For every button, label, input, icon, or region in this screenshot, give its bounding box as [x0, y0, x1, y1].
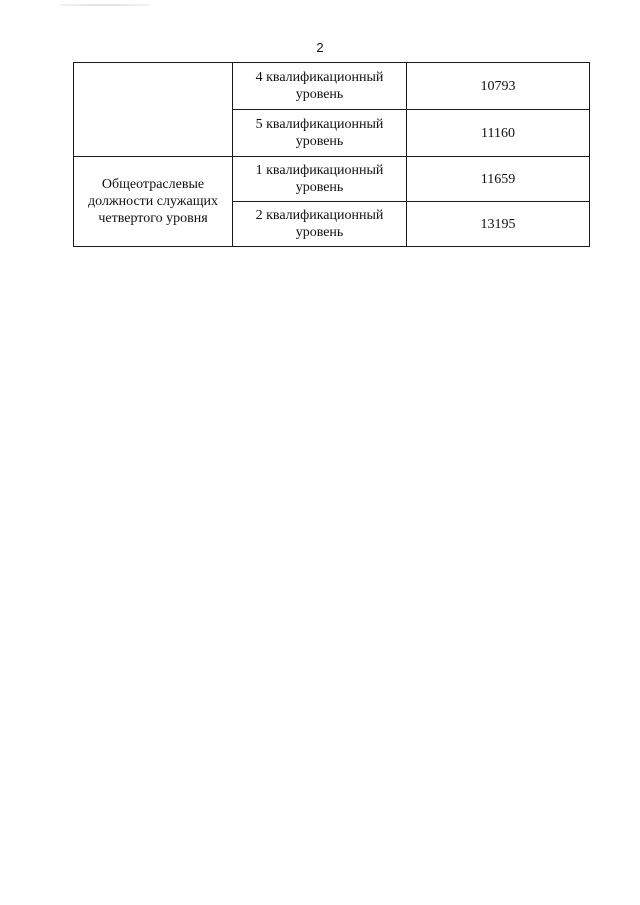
group-cell-previous — [74, 63, 233, 157]
group-cell — [74, 157, 233, 247]
group-name: Общеотраслевые должности служащих четвертого уровня — [88, 177, 218, 226]
level-label: 2 квалификационный уровень — [255, 208, 384, 240]
salary-value: 11659 — [407, 157, 590, 202]
scan-artifact — [60, 4, 150, 6]
level-cell — [233, 157, 407, 202]
salary-value: 10793 — [407, 63, 590, 110]
page-number: 2 — [316, 40, 324, 55]
table-row — [74, 157, 590, 202]
salary-table — [73, 62, 590, 247]
level-label: 1 квалификационный уровень — [255, 163, 384, 195]
level-cell — [233, 63, 407, 110]
level-cell — [233, 202, 407, 247]
table-row — [74, 63, 590, 110]
level-label: 4 квалификационный уровень — [255, 70, 384, 102]
level-label: 5 квалификационный уровень — [255, 117, 384, 149]
level-cell — [233, 110, 407, 157]
salary-value: 13195 — [407, 202, 590, 247]
salary-value: 11160 — [407, 110, 590, 157]
